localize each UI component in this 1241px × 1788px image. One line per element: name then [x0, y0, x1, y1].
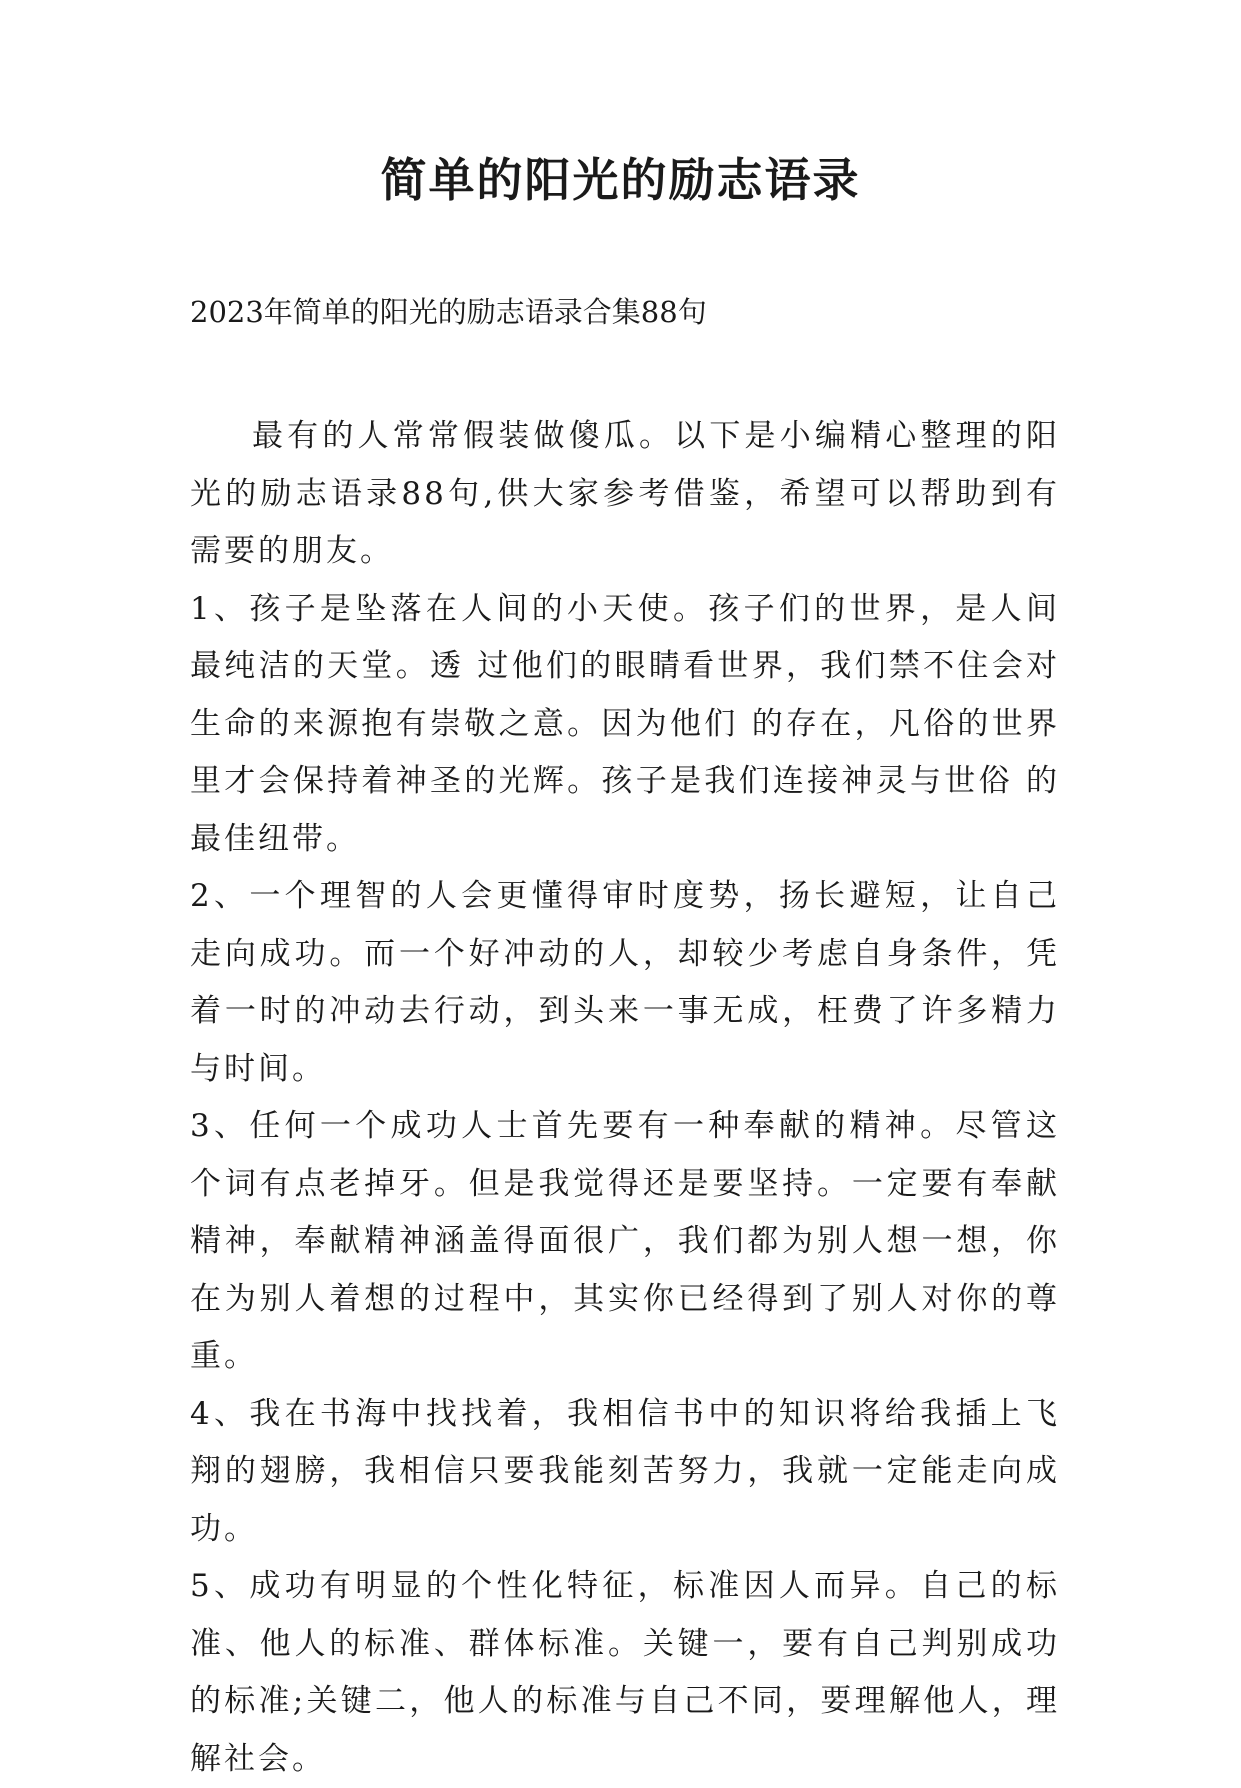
- document-body: [190, 408, 1060, 1788]
- quote-paragraph-5: 5、成功有明显的个性化特征，标准因人而异。自己的标准、他人的标准、群体标准。关键一，要有自己判别成功的标准;关键二，他人的标准与自己不同，要理解他人，理解社会。: [190, 1568, 1060, 1777]
- intro-paragraph: 最有的人常常假装做傻瓜。以下是小编精心整理的阳光的励志语录88句,供大家参考借鉴，希望可以帮助到有需要的朋友。: [190, 418, 1060, 569]
- quote-paragraph-2: 2、一个理智的人会更懂得审时度势，扬长避短，让自己走向成功。而一个好冲动的人，却较少考虑自身条件，凭着一时的冲动去行动，到头来一事无成，枉费了许多精力与时间。: [190, 878, 1060, 1087]
- quote-paragraph-4: 4、我在书海中找找着，我相信书中的知识将给我插上飞翔的翅膀，我相信只要我能刻苦努力，我就一定能走向成功。: [190, 1395, 1060, 1547]
- quote-paragraph-3: 3、任何一个成功人士首先要有一种奉献的精神。尽管这个词有点老掉牙。但是我觉得还是要坚持。一定要有奉献精神，奉献精神涵盖得面很广，我们都为别人想一想，你在为别人着想的过程中，其实你已经得到了别人对你的尊重。: [190, 1108, 1060, 1374]
- quote-paragraph-1: 1、孩子是坠落在人间的小天使。孩子们的世界，是人间最纯洁的天堂。透 过他们的眼睛看世界，我们禁不住会对生命的来源抱有崇敬之意。因为他们 的存在，凡俗的世界里才会保持着神圣的光辉。孩子是我们连接神灵与世俗 的最佳纽带。: [190, 590, 1060, 857]
- document-title: 简单的阳光的励志语录: [380, 153, 861, 207]
- document-subtitle: 2023年简单的阳光的励志语录合集88句: [190, 295, 707, 329]
